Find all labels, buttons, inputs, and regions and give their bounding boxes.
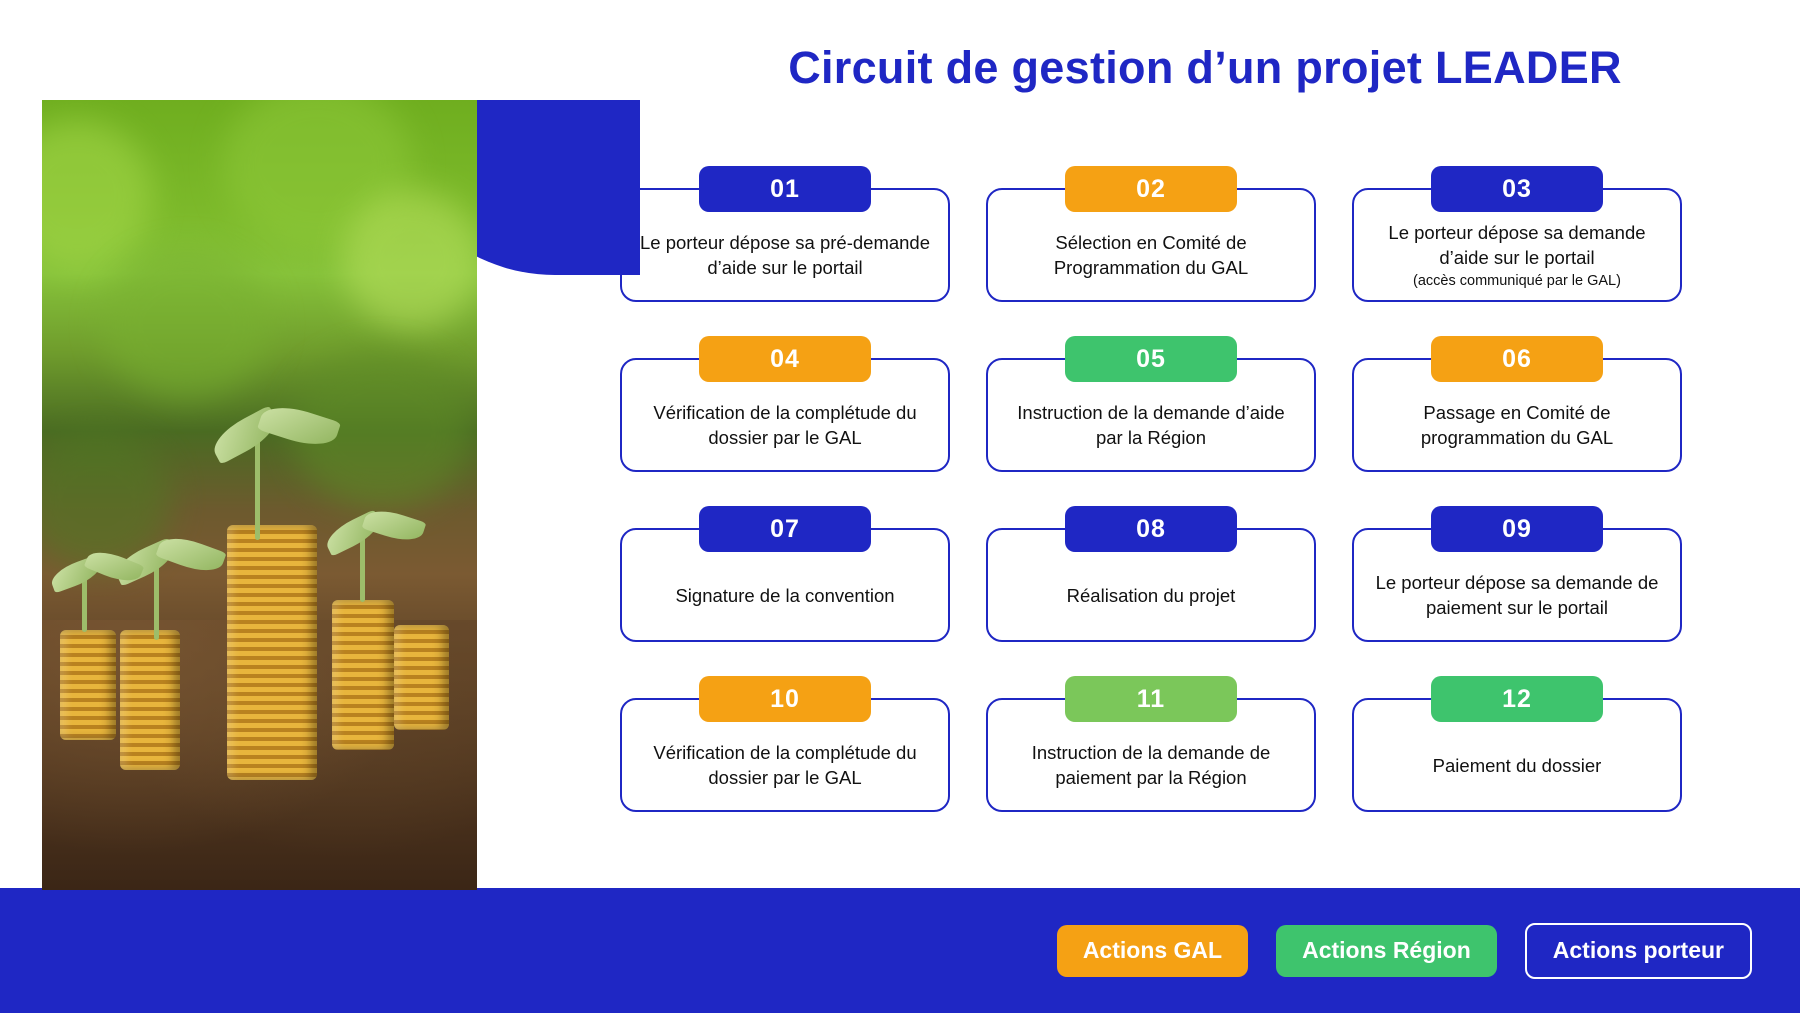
step-description: Instruction de la demande de paiement par la Région <box>1031 742 1271 788</box>
page-title: Circuit de gestion d’un projet LEADER <box>788 42 1622 93</box>
step-description: Le porteur dépose sa demande de paiement sur le portail <box>1375 572 1659 618</box>
step-card <box>986 684 1316 812</box>
step-number-badge: 06 <box>1431 336 1603 382</box>
step-number-badge: 09 <box>1431 506 1603 552</box>
legend-chip: Actions Région <box>1276 925 1497 977</box>
step-card <box>620 684 950 812</box>
step-description: Le porteur dépose sa demande d’aide sur le portail (accès communiqué par le GAL) <box>1368 221 1666 290</box>
step-card <box>1352 344 1682 472</box>
step-description: Signature de la convention <box>675 584 895 606</box>
step-number-badge: 03 <box>1431 166 1603 212</box>
step-number-badge: 04 <box>699 336 871 382</box>
step-number-badge: 02 <box>1065 166 1237 212</box>
step-number-badge: 12 <box>1431 676 1603 722</box>
step-subnote: (accès communiqué par le GAL) <box>1413 273 1621 290</box>
step-card <box>986 174 1316 302</box>
legend-chip: Actions GAL <box>1057 925 1248 977</box>
coins-and-seedlings-photo <box>42 100 477 890</box>
legend-bar <box>0 888 1800 1013</box>
step-description: Sélection en Comité de Programmation du GAL <box>1053 232 1249 278</box>
step-card <box>1352 514 1682 642</box>
step-card <box>986 344 1316 472</box>
legend-chip: Actions porteur <box>1525 923 1752 979</box>
step-description: Paiement du dossier <box>1432 754 1602 776</box>
step-number-badge: 05 <box>1065 336 1237 382</box>
step-description: Vérification de la complétude du dossier par le GAL <box>653 402 917 448</box>
step-card <box>620 344 950 472</box>
step-description: Réalisation du projet <box>1066 584 1236 606</box>
step-number-badge: 10 <box>699 676 871 722</box>
steps-grid <box>620 174 1738 812</box>
step-description: Passage en Comité de programmation du GAL <box>1420 402 1614 448</box>
step-card <box>986 514 1316 642</box>
step-card <box>1352 174 1682 302</box>
step-number-badge: 01 <box>699 166 871 212</box>
step-card <box>1352 684 1682 812</box>
step-description: Vérification de la complétude du dossier par le GAL <box>653 742 917 788</box>
step-description: Le porteur dépose sa pré-demande d’aide sur le portail <box>639 232 931 278</box>
step-number-badge: 07 <box>699 506 871 552</box>
step-card <box>620 174 950 302</box>
step-description: Instruction de la demande d’aide par la Région <box>1017 402 1285 448</box>
step-number-badge: 11 <box>1065 676 1237 722</box>
step-number-badge: 08 <box>1065 506 1237 552</box>
step-card <box>620 514 950 642</box>
